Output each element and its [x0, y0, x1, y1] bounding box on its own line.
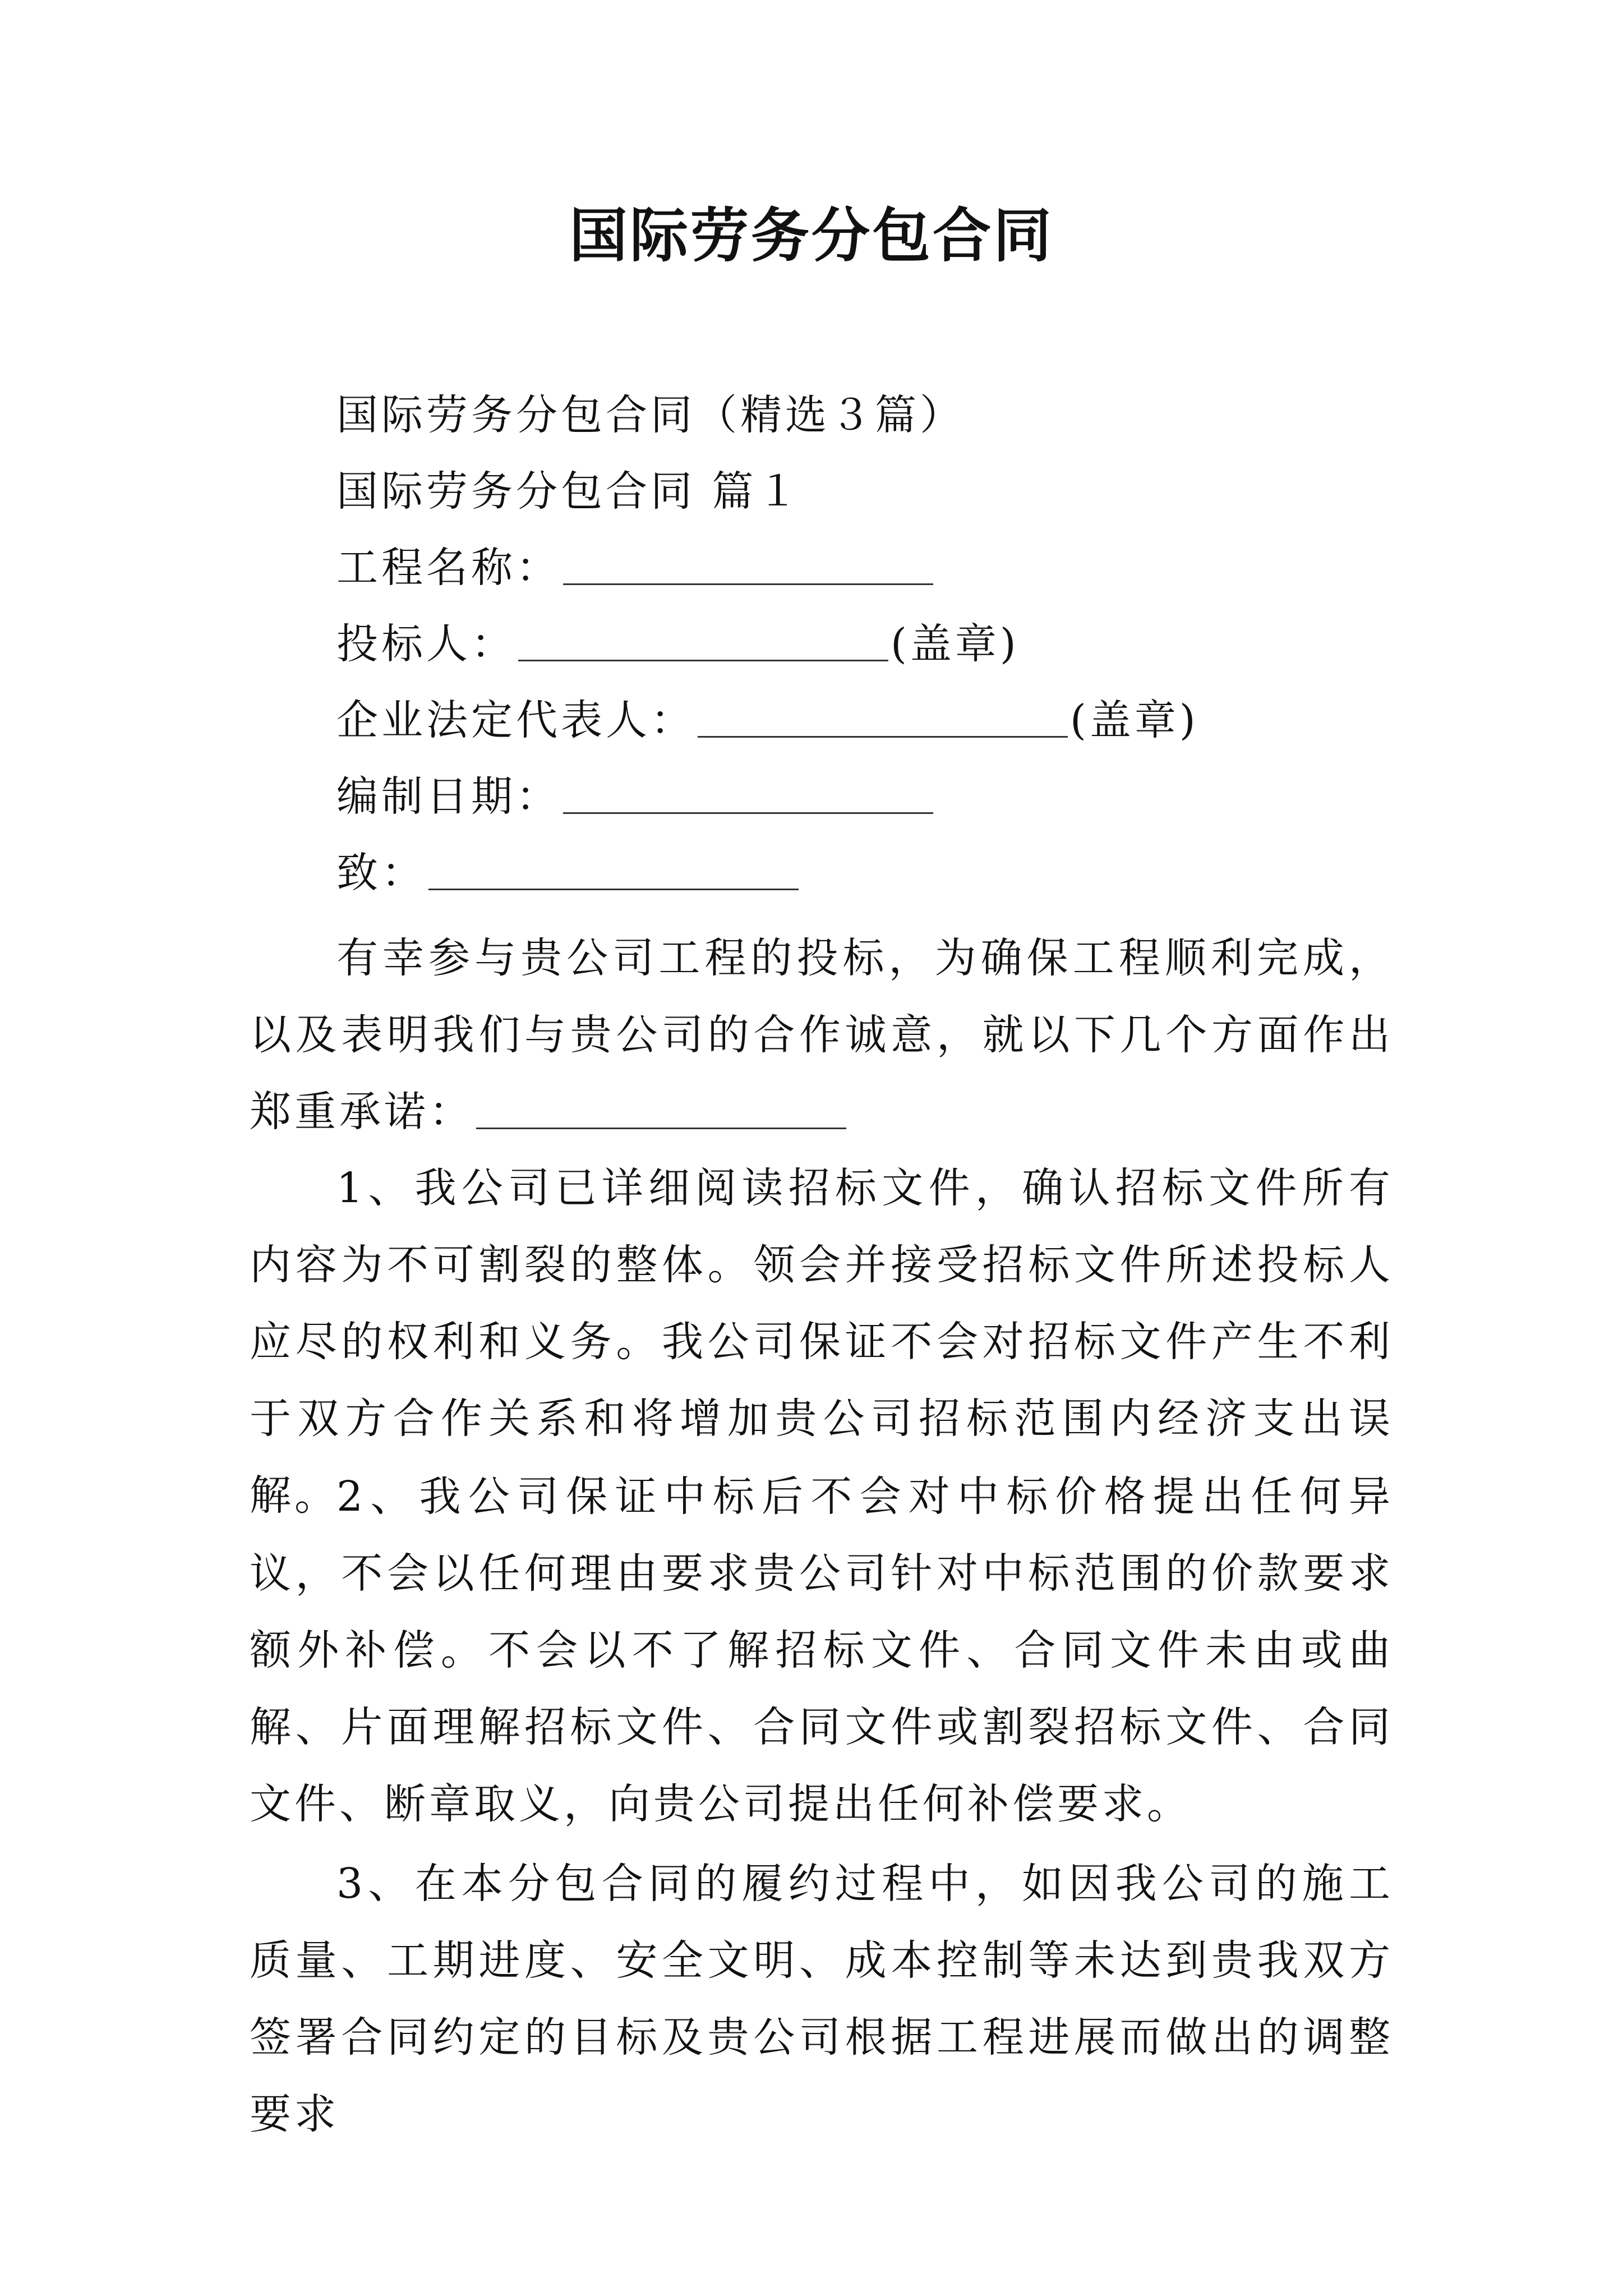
commitment-blank: [476, 1128, 846, 1129]
document-subtitle: 国际劳务分包合同（精选３篇）: [336, 391, 965, 439]
bidder-label: 投标人：: [336, 620, 516, 668]
document-title: 国际劳务分包合同: [569, 201, 1054, 270]
to-label: 致：: [336, 849, 426, 897]
date-blank: [563, 812, 933, 814]
legal-rep-blank: [698, 736, 1068, 738]
legal-rep-seal-note: (盖章): [1070, 696, 1199, 744]
legal-rep-label: 企业法定代表人：: [336, 696, 695, 744]
bidder-field: [336, 616, 1020, 672]
paragraph-2: 2、我公司保证中标后不会对中标价格提出任何异议，不会以任何理由要求贵公司针对中标范围的价款要求额外补偿。不会以不了解招标文件、合同文件未由或曲解、片面理解招标文件、合同文件或割裂招标文件、合同文件、断章取义，向贵公司提出任何补偿要求。: [250, 1473, 1394, 1828]
bidder-seal-note: (盖章): [891, 620, 1020, 668]
paragraph-3: 3、在本分包合同的履约过程中，如因我公司的施工质量、工期进度、安全文明、成本控制等未达到贵我双方签署合同约定的目标及贵公司根据工程进展而做出的调整要求: [250, 1860, 1394, 2138]
date-label: 编制日期：: [336, 772, 561, 821]
paragraph-1: 1、我公司已详细阅读招标文件，确认招标文件所有内容为不可割裂的整体。领会并接受招标文件所述投标人应尽的权利和义务。我公司保证不会对招标文件产生不利于双方合作关系和将增加贵公司招标范围内经济支出误解。: [250, 1164, 1394, 1520]
date-field: [336, 769, 935, 825]
to-blank: [428, 889, 799, 890]
section-heading: 国际劳务分包合同 篇１: [336, 467, 802, 516]
intro-paragraph: [250, 920, 1394, 1151]
project-name-blank: [563, 583, 933, 585]
intro-paragraph-text: 有幸参与贵公司工程的投标，为确保工程顺利完成，以及表明我们与贵公司的合作诚意，就以下几个方面作出郑重承诺：: [250, 934, 1394, 1136]
to-field: [336, 845, 801, 901]
project-name-field: [336, 540, 935, 596]
project-name-label: 工程名称：: [336, 544, 561, 592]
bidder-blank: [518, 660, 888, 661]
legal-rep-field: [336, 692, 1199, 748]
